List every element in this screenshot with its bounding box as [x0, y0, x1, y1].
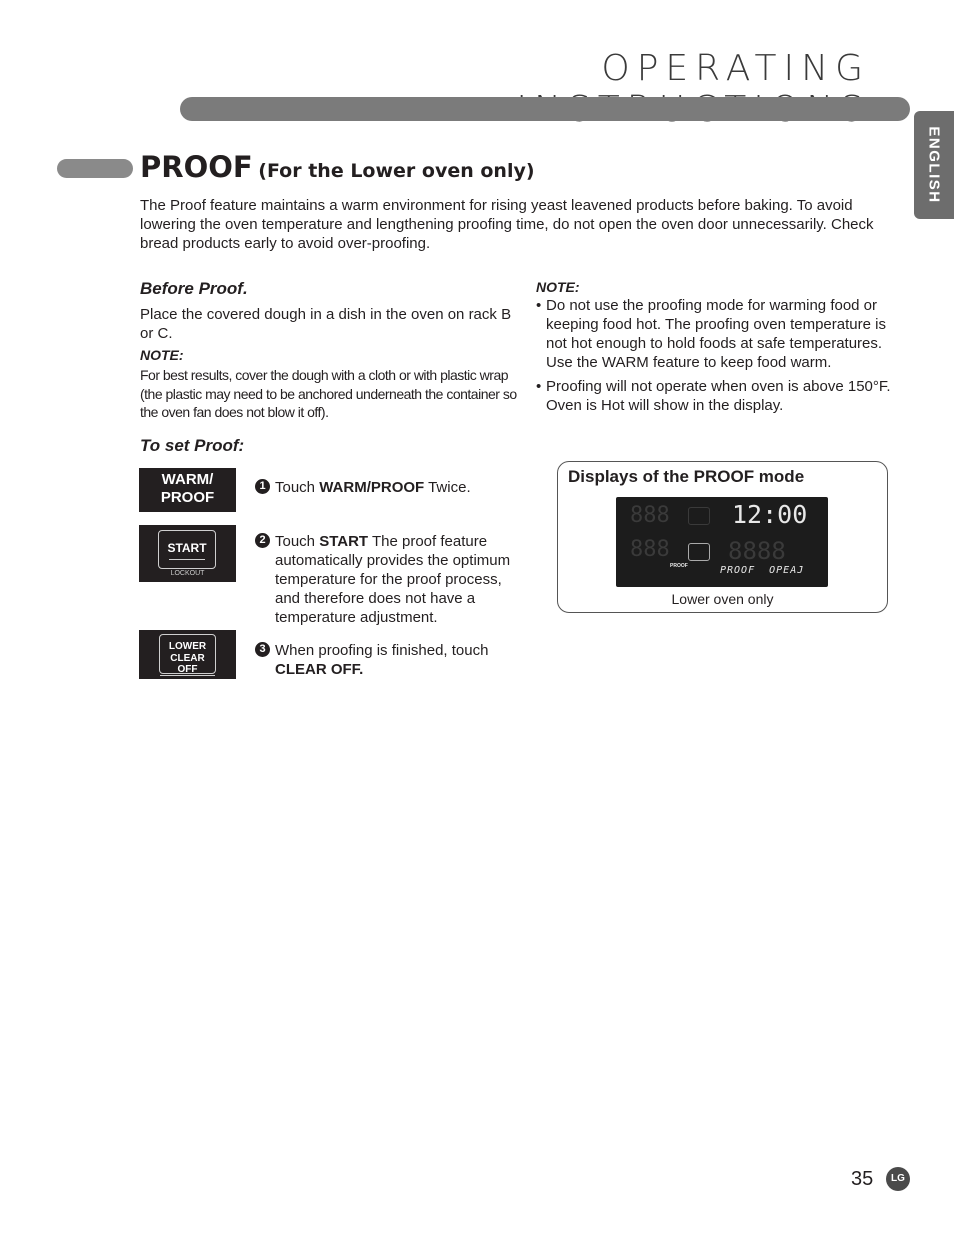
lower-clear-off-button-image — [139, 630, 236, 679]
step-bold-text: WARM/PROOF — [319, 479, 425, 496]
lockout-label: LOCKOUT — [170, 570, 205, 577]
side-note-item: • Proofing will not operate when oven is above 150°F. Oven is Hot will show in the display. — [536, 377, 906, 415]
section-title-main: PROOF — [140, 150, 253, 184]
clear-off-button-frame — [159, 634, 216, 674]
language-tab — [914, 111, 954, 219]
before-proof-text: Place the covered dough in a dish in the oven on rack B or C. — [140, 306, 512, 342]
step-number: 3 — [255, 642, 270, 657]
section-title-sub: (For the Lower oven only) — [258, 160, 535, 182]
start-button-frame — [158, 530, 216, 569]
step-3 — [259, 641, 525, 679]
warm-proof-button-image — [139, 468, 236, 512]
step-text: When proofing is finished, touch — [275, 642, 489, 659]
lcd-ghost-segments: 888 — [630, 503, 670, 528]
lcd-ghost-segments: 888 — [630, 537, 670, 562]
language-tab-label: ENGLISH — [925, 126, 943, 204]
lcd-time: 12:00 — [732, 500, 808, 529]
step-text: Touch — [275, 533, 320, 550]
start-button-image — [139, 525, 236, 582]
proof-indicator-icon — [688, 543, 710, 561]
note-text: For best results, cover the dough with a cloth or with plastic wrap (the plastic may need to be anchored underneath the container so the oven fan does not blow it off). — [140, 367, 517, 420]
side-note-item: • Do not use the proofing mode for warming food or keeping food hot. The proofing oven temperature is not hot enough to hold foods at safe temperatures. Use the WARM feature to keep food warm. — [536, 296, 906, 372]
display-panel-title: Displays of the PROOF mode — [568, 467, 805, 486]
side-note-list — [536, 296, 906, 420]
section-marker — [57, 159, 133, 178]
proof-display-panel — [557, 461, 888, 613]
step-number: 1 — [255, 479, 270, 494]
warm-proof-button-line2: PROOF — [160, 489, 215, 506]
display-caption: Lower oven only — [671, 591, 774, 607]
side-note-label: NOTE: — [536, 279, 580, 295]
lcd-status-text: PROOF OPEAJ — [720, 565, 805, 576]
warm-proof-button-line1: WARM/ — [161, 471, 214, 488]
lcd-proof-indicator: PROOF — [670, 563, 688, 569]
start-button-underline — [169, 559, 205, 560]
step-text: Touch — [275, 479, 320, 496]
header-bar — [180, 97, 910, 121]
start-button-label: START — [167, 541, 207, 555]
lcd-ghost-icon — [688, 507, 710, 525]
page-header-title: OPERATING — [601, 48, 870, 89]
lg-logo: LG — [886, 1167, 910, 1191]
before-proof-heading: Before Proof. — [140, 279, 248, 298]
lcd-display-image — [616, 497, 828, 587]
step-text: Twice. — [424, 479, 471, 496]
to-set-proof-heading: To set Proof: — [140, 436, 245, 455]
page-number: 35 — [851, 1168, 874, 1190]
step-2 — [259, 532, 525, 627]
step-1 — [259, 478, 525, 497]
lcd-ghost-segments: 8888 — [728, 537, 786, 565]
step-bold-text: START — [319, 533, 369, 550]
step-text: The proof feature automatically provides the optimum temperature for the proof process, and therefore does not have a temperature adjustment. — [275, 533, 511, 626]
section-title — [140, 150, 535, 184]
intro-paragraph: The Proof feature maintains a warm environment for rising yeast leavened products before baking. To avoid lowering the oven temperature and lengthening proofing time, do not open the oven door unnecessarily. Check bread products early to avoid over-proofing. — [140, 197, 874, 252]
step-number: 2 — [255, 533, 270, 548]
step-bold-text: CLEAR OFF. — [275, 661, 364, 678]
note-label: NOTE: — [140, 347, 184, 363]
clear-off-label: CLEAR OFF — [160, 653, 215, 676]
lower-label: LOWER — [168, 641, 207, 652]
